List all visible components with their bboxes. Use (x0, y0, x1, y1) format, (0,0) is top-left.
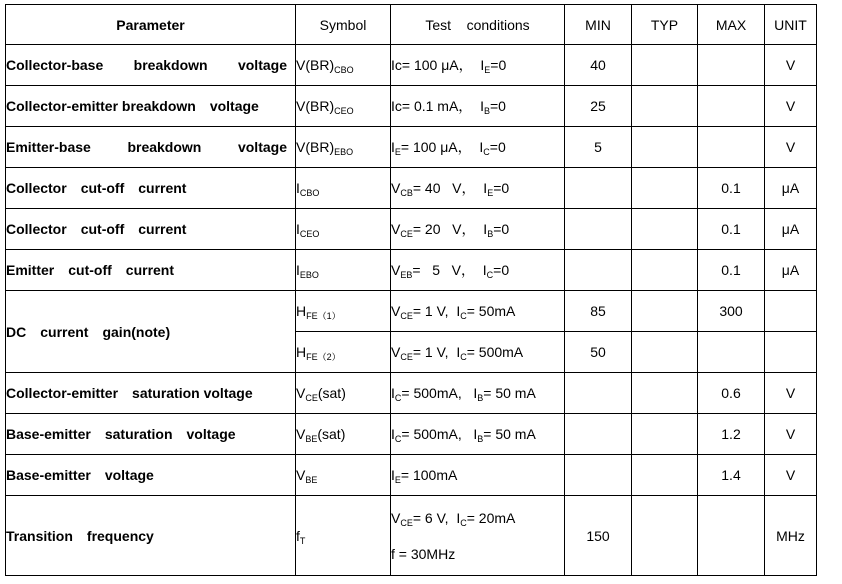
condition-text: Ic= 0.1 mA， $I_B=0$ (391, 98, 506, 116)
condition-line-2: f = 30MHz (391, 545, 456, 562)
condition-subscript: EB (400, 270, 413, 280)
unit-cell: V (765, 45, 817, 86)
parameter-word: saturation voltage (132, 385, 253, 401)
symbol-cell (296, 414, 391, 455)
symbol-text: $V_{CE}(sat)$ (296, 385, 346, 403)
min-cell (565, 250, 632, 291)
parameter-text (6, 180, 295, 196)
unit-cell: μA (765, 209, 817, 250)
header-test-conditions: Test conditions (391, 5, 565, 45)
parameter-word: breakdown (133, 57, 208, 73)
condition-subscript: C (460, 517, 467, 528)
min-cell (565, 209, 632, 250)
conditions-cell (391, 496, 565, 576)
condition-text: $I_E= 100$ μA， $I_C=0$ (391, 139, 506, 157)
parameter-word: gain(note) (102, 323, 171, 340)
table-row (6, 250, 817, 291)
symbol-text: $V(BR)_{CBO}$ (296, 57, 354, 75)
parameter-word: frequency (86, 527, 154, 544)
parameter-word: voltage (209, 98, 259, 114)
table-row (6, 168, 817, 209)
condition-subscript: C (394, 393, 402, 403)
parameter-word: voltage (186, 426, 236, 442)
parameter-cell (6, 45, 296, 86)
symbol-text: $V_{BE}$ (296, 467, 318, 485)
parameter-word: voltage (237, 139, 287, 155)
parameter-word: Collector-emitter breakdown (6, 98, 196, 114)
unit-cell: μA (765, 250, 817, 291)
parameter-word: Collector (6, 180, 67, 196)
symbol-text: $V(BR)_{CEO}$ (296, 98, 354, 116)
typ-cell (632, 455, 698, 496)
symbol-cell (296, 373, 391, 414)
symbol-cell (296, 291, 391, 332)
conditions-cell (391, 127, 565, 168)
symbol-cell (296, 496, 391, 576)
header-min: MIN (565, 5, 632, 45)
condition-text: $I_C= 500mA$, $I_B= 50$ mA (391, 385, 536, 403)
condition-text: $V_{EB}= 5$ V， $I_C=0$ (391, 262, 510, 280)
table-row (6, 86, 817, 127)
parameter-word: voltage (237, 57, 287, 73)
min-cell (565, 168, 632, 209)
symbol-subscript: FE（1） (306, 311, 341, 321)
parameter-word: current (138, 180, 187, 196)
condition-subscript: CE (400, 517, 413, 528)
condition-subscript: CB (400, 188, 413, 198)
parameter-word: voltage (104, 467, 154, 483)
conditions-cell (391, 373, 565, 414)
table-row (6, 45, 817, 86)
condition-text: $I_C= 500mA$, $I_B= 50$ mA (391, 426, 536, 444)
symbol-subscript: BE (305, 475, 318, 485)
condition-subscript: E (394, 475, 401, 485)
conditions-cell (391, 209, 565, 250)
electrical-characteristics-table (5, 4, 817, 576)
symbol-cell (296, 45, 391, 86)
parameter-word: DC (6, 323, 27, 340)
parameter-word: Base-emitter (6, 467, 91, 483)
min-cell: 50 (565, 332, 632, 373)
conditions-cell (391, 168, 565, 209)
condition-text: $V_{CE}= 20$ V， $I_B=0$ (391, 221, 510, 239)
typ-cell (632, 250, 698, 291)
typ-cell (632, 496, 698, 576)
typ-cell (632, 209, 698, 250)
condition-subscript: B (477, 434, 484, 444)
condition-subscript: CE (400, 229, 413, 239)
max-cell (698, 332, 765, 373)
condition-subscript: B (487, 229, 494, 239)
parameter-word: Base-emitter (6, 426, 91, 442)
table-row (6, 209, 817, 250)
condition-text: $V_{CE}= 1$ V, $I_C= 50mA$ (391, 303, 516, 321)
symbol-subscript: FE（2） (306, 352, 341, 362)
max-cell: 0.1 (698, 168, 765, 209)
typ-cell (632, 414, 698, 455)
symbol-subscript: CEO (299, 229, 320, 239)
symbol-cell (296, 209, 391, 250)
condition-subscript: E (487, 188, 494, 198)
typ-cell (632, 127, 698, 168)
max-cell: 0.1 (698, 250, 765, 291)
parameter-cell (6, 209, 296, 250)
parameter-text (6, 139, 295, 155)
condition-subscript: B (477, 393, 484, 403)
typ-cell (632, 332, 698, 373)
max-cell (698, 45, 765, 86)
symbol-subscript: CBO (299, 188, 320, 198)
symbol-cell (296, 168, 391, 209)
max-cell (698, 496, 765, 576)
table-row (6, 455, 817, 496)
min-cell (565, 455, 632, 496)
max-cell: 0.6 (698, 373, 765, 414)
condition-subscript: C (460, 352, 467, 362)
symbol-subscript: CBO (334, 65, 354, 75)
unit-cell: MHz (765, 496, 817, 576)
table-row (6, 291, 817, 332)
max-cell: 0.1 (698, 209, 765, 250)
condition-subscript: C (483, 147, 490, 157)
symbol-cell (296, 455, 391, 496)
typ-cell (632, 168, 698, 209)
table-row (6, 127, 817, 168)
parameter-text (6, 98, 295, 114)
symbol-text: $I_{EBO}$ (296, 262, 319, 280)
symbol-cell (296, 332, 391, 373)
parameter-cell (6, 291, 296, 373)
parameter-text (6, 528, 295, 544)
conditions-cell (391, 414, 565, 455)
condition-line-1 (391, 500, 564, 536)
conditions-cell (391, 332, 565, 373)
header-parameter: Parameter (6, 5, 296, 45)
unit-cell: V (765, 414, 817, 455)
parameter-word: cut-off (80, 180, 125, 196)
parameter-text (6, 324, 295, 340)
parameter-cell (6, 455, 296, 496)
conditions-cell (391, 291, 565, 332)
symbol-subscript: EBO (299, 270, 319, 280)
typ-cell (632, 291, 698, 332)
parameter-word: breakdown (127, 139, 202, 155)
parameter-text (6, 262, 295, 278)
parameter-word: saturation (104, 426, 173, 442)
parameter-word: cut-off (68, 262, 112, 278)
header-typ: TYP (632, 5, 698, 45)
unit-cell: V (765, 455, 817, 496)
condition-subscript: C (460, 311, 467, 321)
min-cell (565, 373, 632, 414)
parameter-word: Emitter (6, 262, 55, 278)
condition-subscript: B (483, 106, 490, 116)
parameter-word: current (125, 262, 175, 278)
parameter-text (6, 385, 295, 401)
symbol-subscript: BE (305, 434, 318, 444)
conditions-cell (391, 45, 565, 86)
parameter-word: Transition (6, 527, 73, 544)
conditions-cell (391, 250, 565, 291)
parameter-cell (6, 168, 296, 209)
symbol-text: $I_{CEO}$ (296, 221, 320, 239)
typ-cell (632, 86, 698, 127)
parameter-text (6, 467, 295, 483)
condition-text: Ic= 100 μA， $I_E=0$ (391, 57, 507, 75)
unit-cell (765, 291, 817, 332)
parameter-word: Emitter-base (6, 139, 91, 155)
header-max: MAX (698, 5, 765, 45)
parameter-cell (6, 127, 296, 168)
symbol-subscript: CE (305, 393, 318, 403)
header-row (6, 5, 817, 45)
max-cell: 300 (698, 291, 765, 332)
parameter-cell (6, 86, 296, 127)
symbol-text: $I_{CBO}$ (296, 180, 320, 198)
parameter-text (6, 221, 295, 237)
parameter-word: current (40, 323, 89, 340)
condition-subscript: CE (400, 352, 413, 362)
unit-cell (765, 332, 817, 373)
parameter-text (6, 57, 295, 73)
typ-cell (632, 373, 698, 414)
symbol-subscript: T (299, 535, 306, 546)
symbol-subscript: EBO (334, 147, 354, 157)
parameter-word: current (138, 221, 187, 237)
table-row (6, 414, 817, 455)
max-cell: 1.4 (698, 455, 765, 496)
symbol-text: $H_{FE(1)}$ (296, 303, 341, 321)
condition-subscript: C (394, 434, 402, 444)
condition-subscript: C (486, 270, 494, 280)
min-cell: 25 (565, 86, 632, 127)
min-cell: 5 (565, 127, 632, 168)
unit-cell: V (765, 127, 817, 168)
max-cell: 1.2 (698, 414, 765, 455)
parameter-cell (6, 414, 296, 455)
table-row (6, 373, 817, 414)
condition-text: $I_E= 100mA$ (391, 467, 458, 485)
max-cell (698, 86, 765, 127)
header-unit: UNIT (765, 5, 817, 45)
symbol-cell (296, 86, 391, 127)
conditions-cell (391, 455, 565, 496)
parameter-word: Collector (6, 221, 67, 237)
condition-subscript: CE (400, 311, 413, 321)
symbol-subscript: CEO (334, 106, 354, 116)
min-cell: 85 (565, 291, 632, 332)
parameter-word: Collector-base (6, 57, 104, 73)
condition-text: $V_{CE}= 1$ V, $I_C= 500mA$ (391, 344, 524, 362)
parameter-text (6, 426, 295, 442)
parameter-word: cut-off (80, 221, 125, 237)
condition-text: $V_{CE}= 6$ V, $I_C= 20mA$ (391, 509, 516, 528)
symbol-cell (296, 127, 391, 168)
parameter-cell (6, 496, 296, 576)
symbol-text: $V(BR)_{EBO}$ (296, 139, 354, 157)
condition-subscript: E (484, 65, 491, 75)
max-cell (698, 127, 765, 168)
conditions-cell (391, 86, 565, 127)
parameter-cell (6, 250, 296, 291)
min-cell (565, 414, 632, 455)
parameter-cell (6, 373, 296, 414)
symbol-cell (296, 250, 391, 291)
parameter-word: Collector-emitter (6, 385, 119, 401)
min-cell: 40 (565, 45, 632, 86)
condition-subscript: E (394, 147, 401, 157)
condition-text: $V_{CB}= 40$ V， $I_E=0$ (391, 180, 510, 198)
unit-cell: V (765, 86, 817, 127)
unit-cell: V (765, 373, 817, 414)
table-row (6, 496, 817, 576)
header-symbol: Symbol (296, 5, 391, 45)
typ-cell (632, 45, 698, 86)
symbol-text: $f_T$ (296, 527, 306, 546)
symbol-text: $V_{BE}(sat)$ (296, 426, 346, 444)
unit-cell: μA (765, 168, 817, 209)
min-cell: 150 (565, 496, 632, 576)
symbol-text: $H_{FE(2)}$ (296, 344, 341, 362)
